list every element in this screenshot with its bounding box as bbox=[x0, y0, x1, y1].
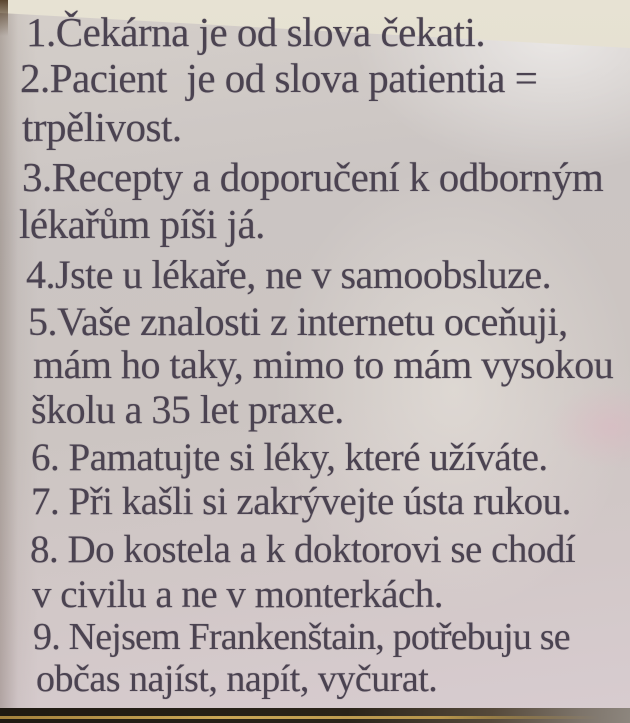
gold-trim-line bbox=[0, 716, 630, 719]
sign-line: 4.Jste u lékaře, ne v samoobsluze. bbox=[26, 252, 552, 297]
sign-line: 3.Recepty a doporučení k odborným bbox=[22, 154, 604, 200]
sign-line: mám ho taky, mimo to mám vysokou bbox=[33, 342, 614, 387]
sign-line: 7. Při kašli si zakrývejte ústa rukou. bbox=[31, 480, 571, 523]
sign-line: občas najíst, napít, vyčurat. bbox=[36, 658, 438, 700]
sign-line: 5.Vaše znalosti z internetu oceňuji, bbox=[28, 299, 568, 344]
sign-line: 6. Pamatujte si léky, které užíváte. bbox=[31, 436, 548, 479]
sign-line: 8. Do kostela a k doktorovi se chodí bbox=[30, 528, 576, 571]
sign-line: 2.Pacient je od slova patientia = bbox=[20, 55, 538, 101]
sign-line: školu a 35 let praxe. bbox=[31, 387, 344, 432]
sign-line: 1.Čekárna je od slova čekati. bbox=[26, 9, 486, 55]
sign-line: v civilu a ne v monterkách. bbox=[32, 573, 444, 616]
sign-line: lékařům píši já. bbox=[19, 201, 265, 247]
sign-line: trpělivost. bbox=[22, 104, 182, 150]
sign-line: 9. Nejsem Frankenštain, potřebuju se bbox=[33, 616, 570, 658]
